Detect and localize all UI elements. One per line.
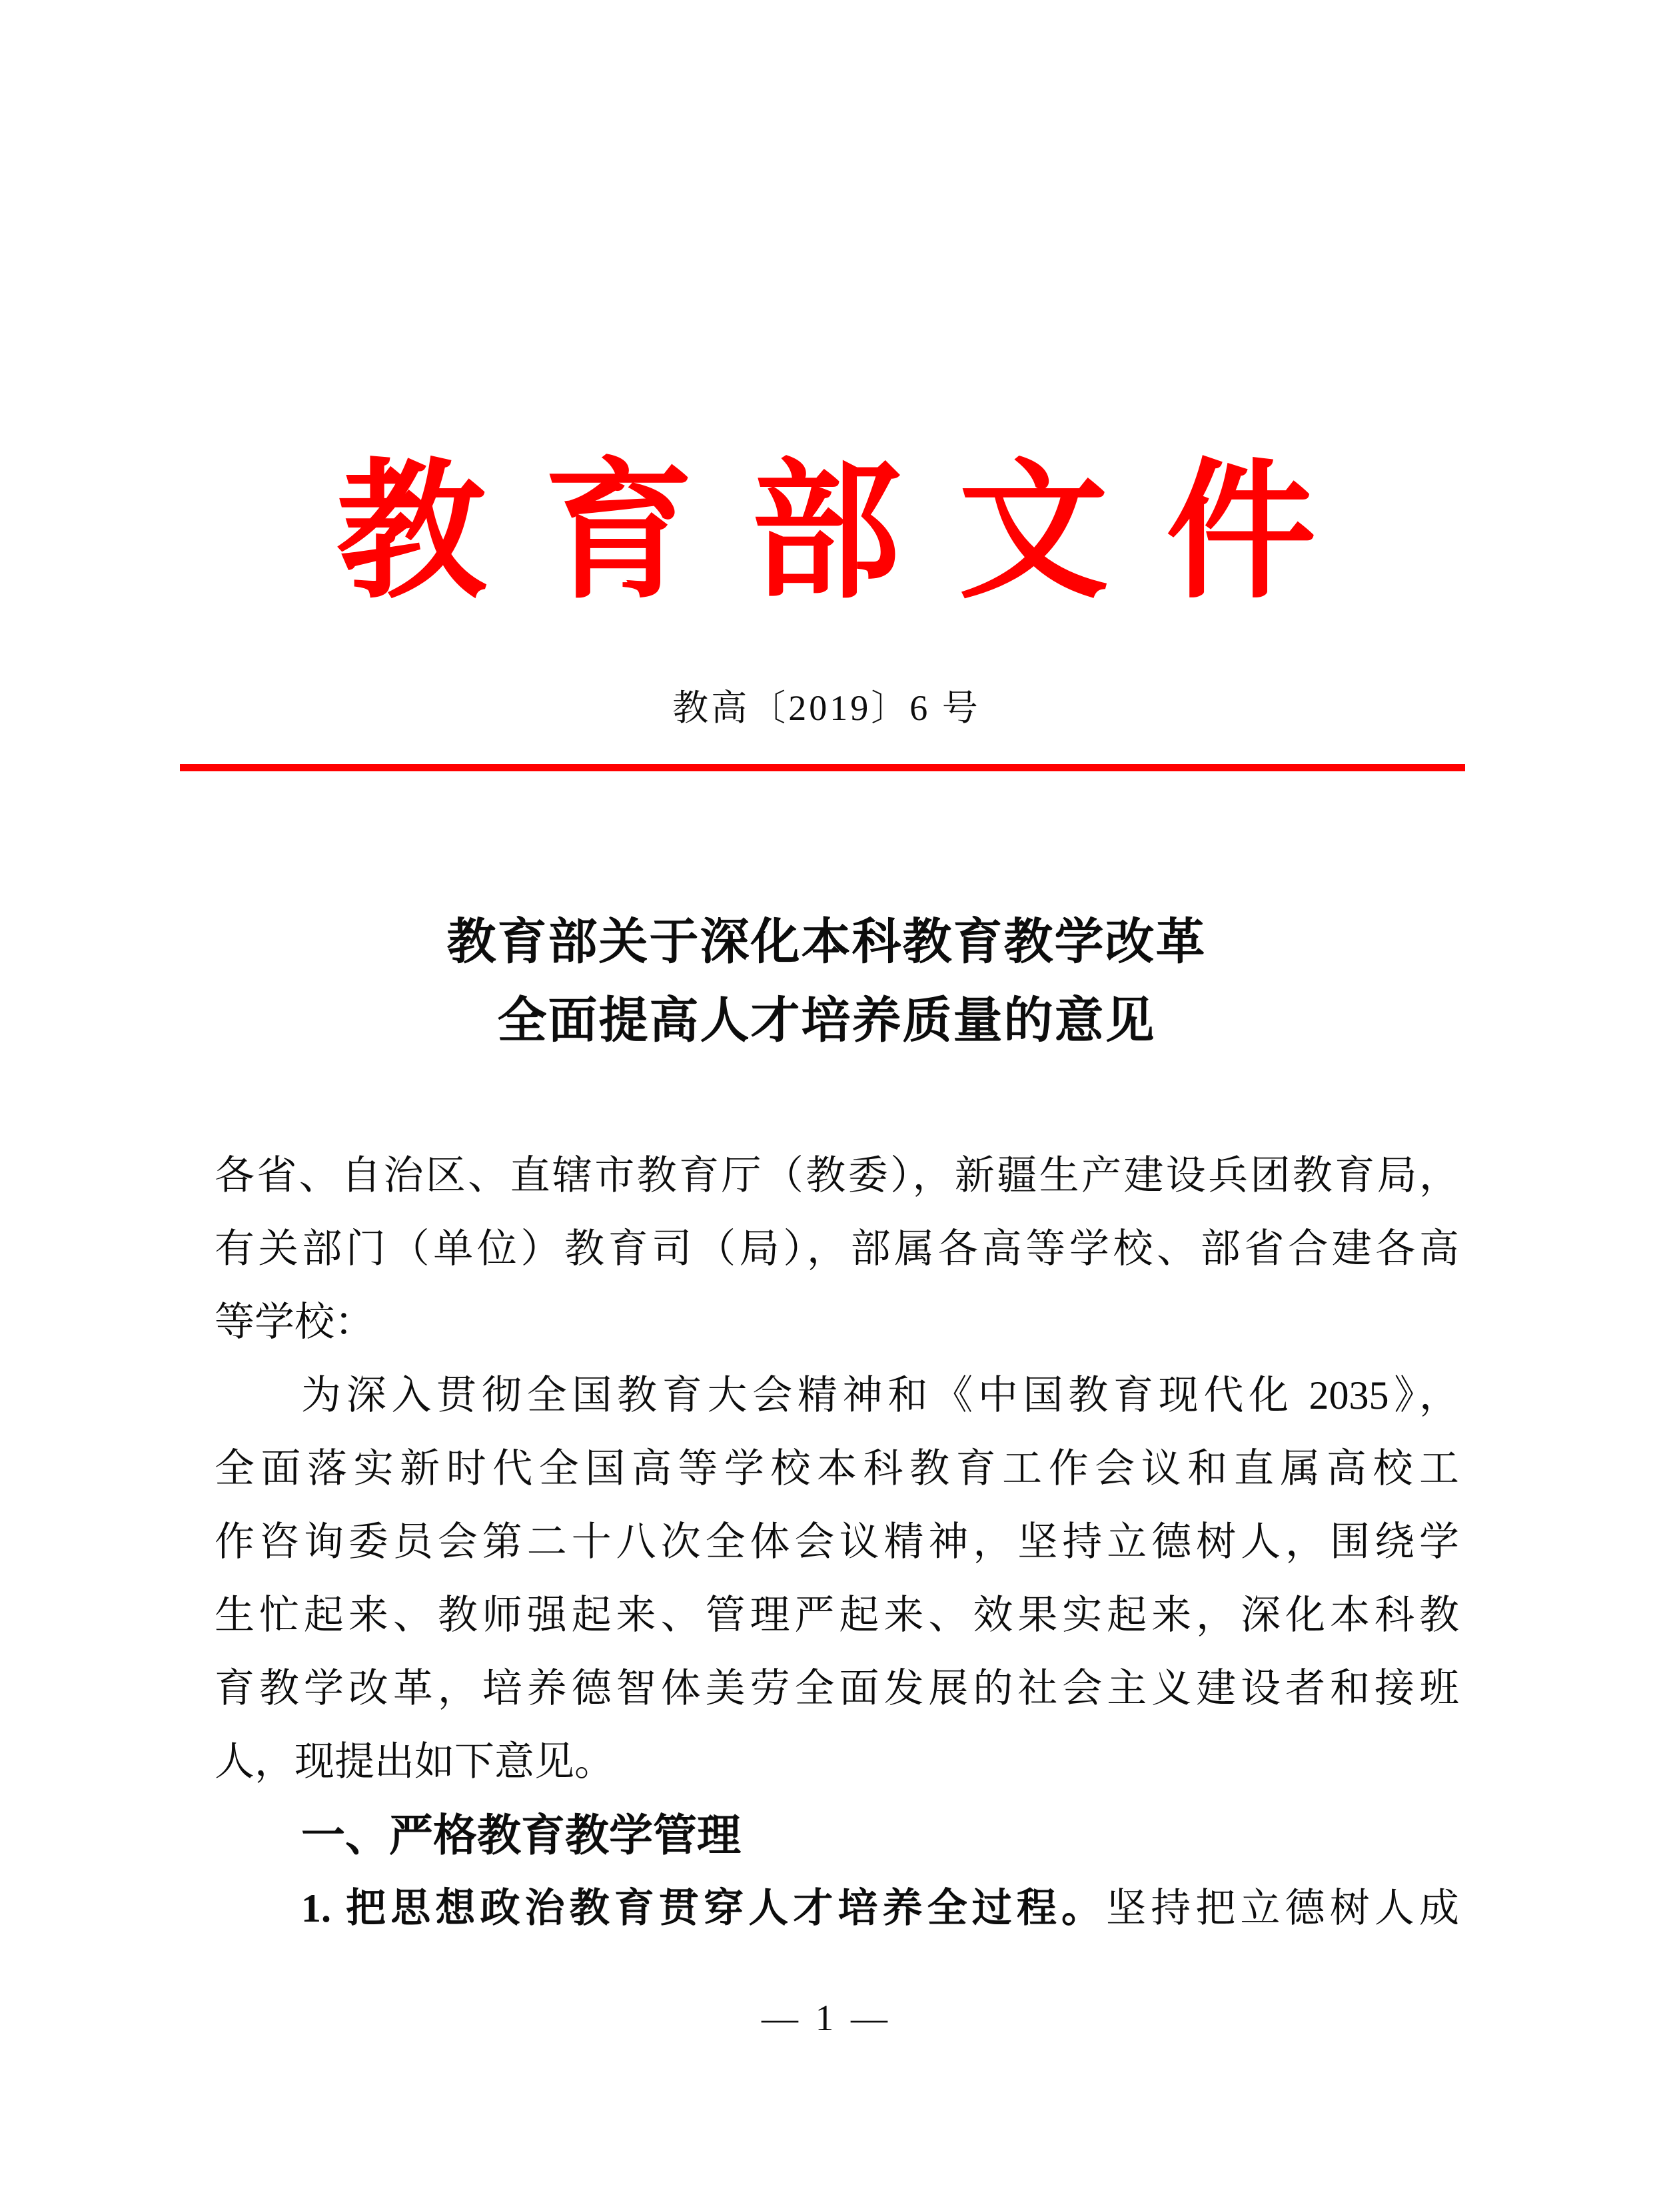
document-body bbox=[215, 1139, 1459, 1945]
letterhead-title bbox=[336, 433, 1316, 633]
salutation-line-3: 等学校： bbox=[215, 1300, 374, 1344]
paragraph-line-4: 生忙起来、教师强起来、管理严起来、效果实起来，深化本科教 bbox=[215, 1593, 1459, 1637]
section-heading: 一、严格教育教学管理 bbox=[301, 1810, 741, 1860]
paragraph-line-1: 为深入贯彻全国教育大会精神和《中国教育现代化 2035》， bbox=[301, 1373, 1459, 1417]
salutation-line-2: 有关部门（单位）教育司（局），部属各高等学校、部省合建各高 bbox=[215, 1227, 1459, 1271]
document-title-line1: 教育部关于深化本科教育教学改革 bbox=[446, 915, 1207, 970]
document-number: 教高〔2019〕6 号 bbox=[672, 688, 981, 728]
item-1-line bbox=[215, 1872, 1459, 1945]
letterhead-char-4: 文 bbox=[958, 450, 1109, 616]
red-divider-rule bbox=[180, 764, 1465, 771]
letterhead-char-3: 部 bbox=[751, 450, 901, 616]
paragraph-line-6: 人，现提出如下意见。 bbox=[215, 1740, 614, 1784]
page-number: — 1 — bbox=[762, 1998, 891, 2038]
paragraph-line-2: 全面落实新时代全国高等学校本科教育工作会议和直属高校工 bbox=[215, 1447, 1459, 1491]
letterhead-char-1: 教 bbox=[336, 450, 486, 616]
paragraph-line-5: 育教学改革，培养德智体美劳全面发展的社会主义建设者和接班 bbox=[215, 1666, 1459, 1710]
paragraph-line-3: 作咨询委员会第二十八次全体会议精神，坚持立德树人，围绕学 bbox=[215, 1520, 1459, 1564]
document-title-line2: 全面提高人才培养质量的意见 bbox=[497, 994, 1156, 1048]
letterhead-char-5: 件 bbox=[1166, 450, 1316, 616]
item-1-bold-lead: 1. 把思想政治教育贯穿人才培养全过程。 bbox=[301, 1886, 1107, 1930]
item-1-rest: 坚持把立德树人成 bbox=[1106, 1886, 1460, 1930]
letterhead-char-2: 育 bbox=[544, 450, 694, 616]
salutation-line-1: 各省、自治区、直辖市教育厅（教委），新疆生产建设兵团教育局， bbox=[215, 1154, 1459, 1198]
document-title bbox=[0, 903, 1653, 1060]
